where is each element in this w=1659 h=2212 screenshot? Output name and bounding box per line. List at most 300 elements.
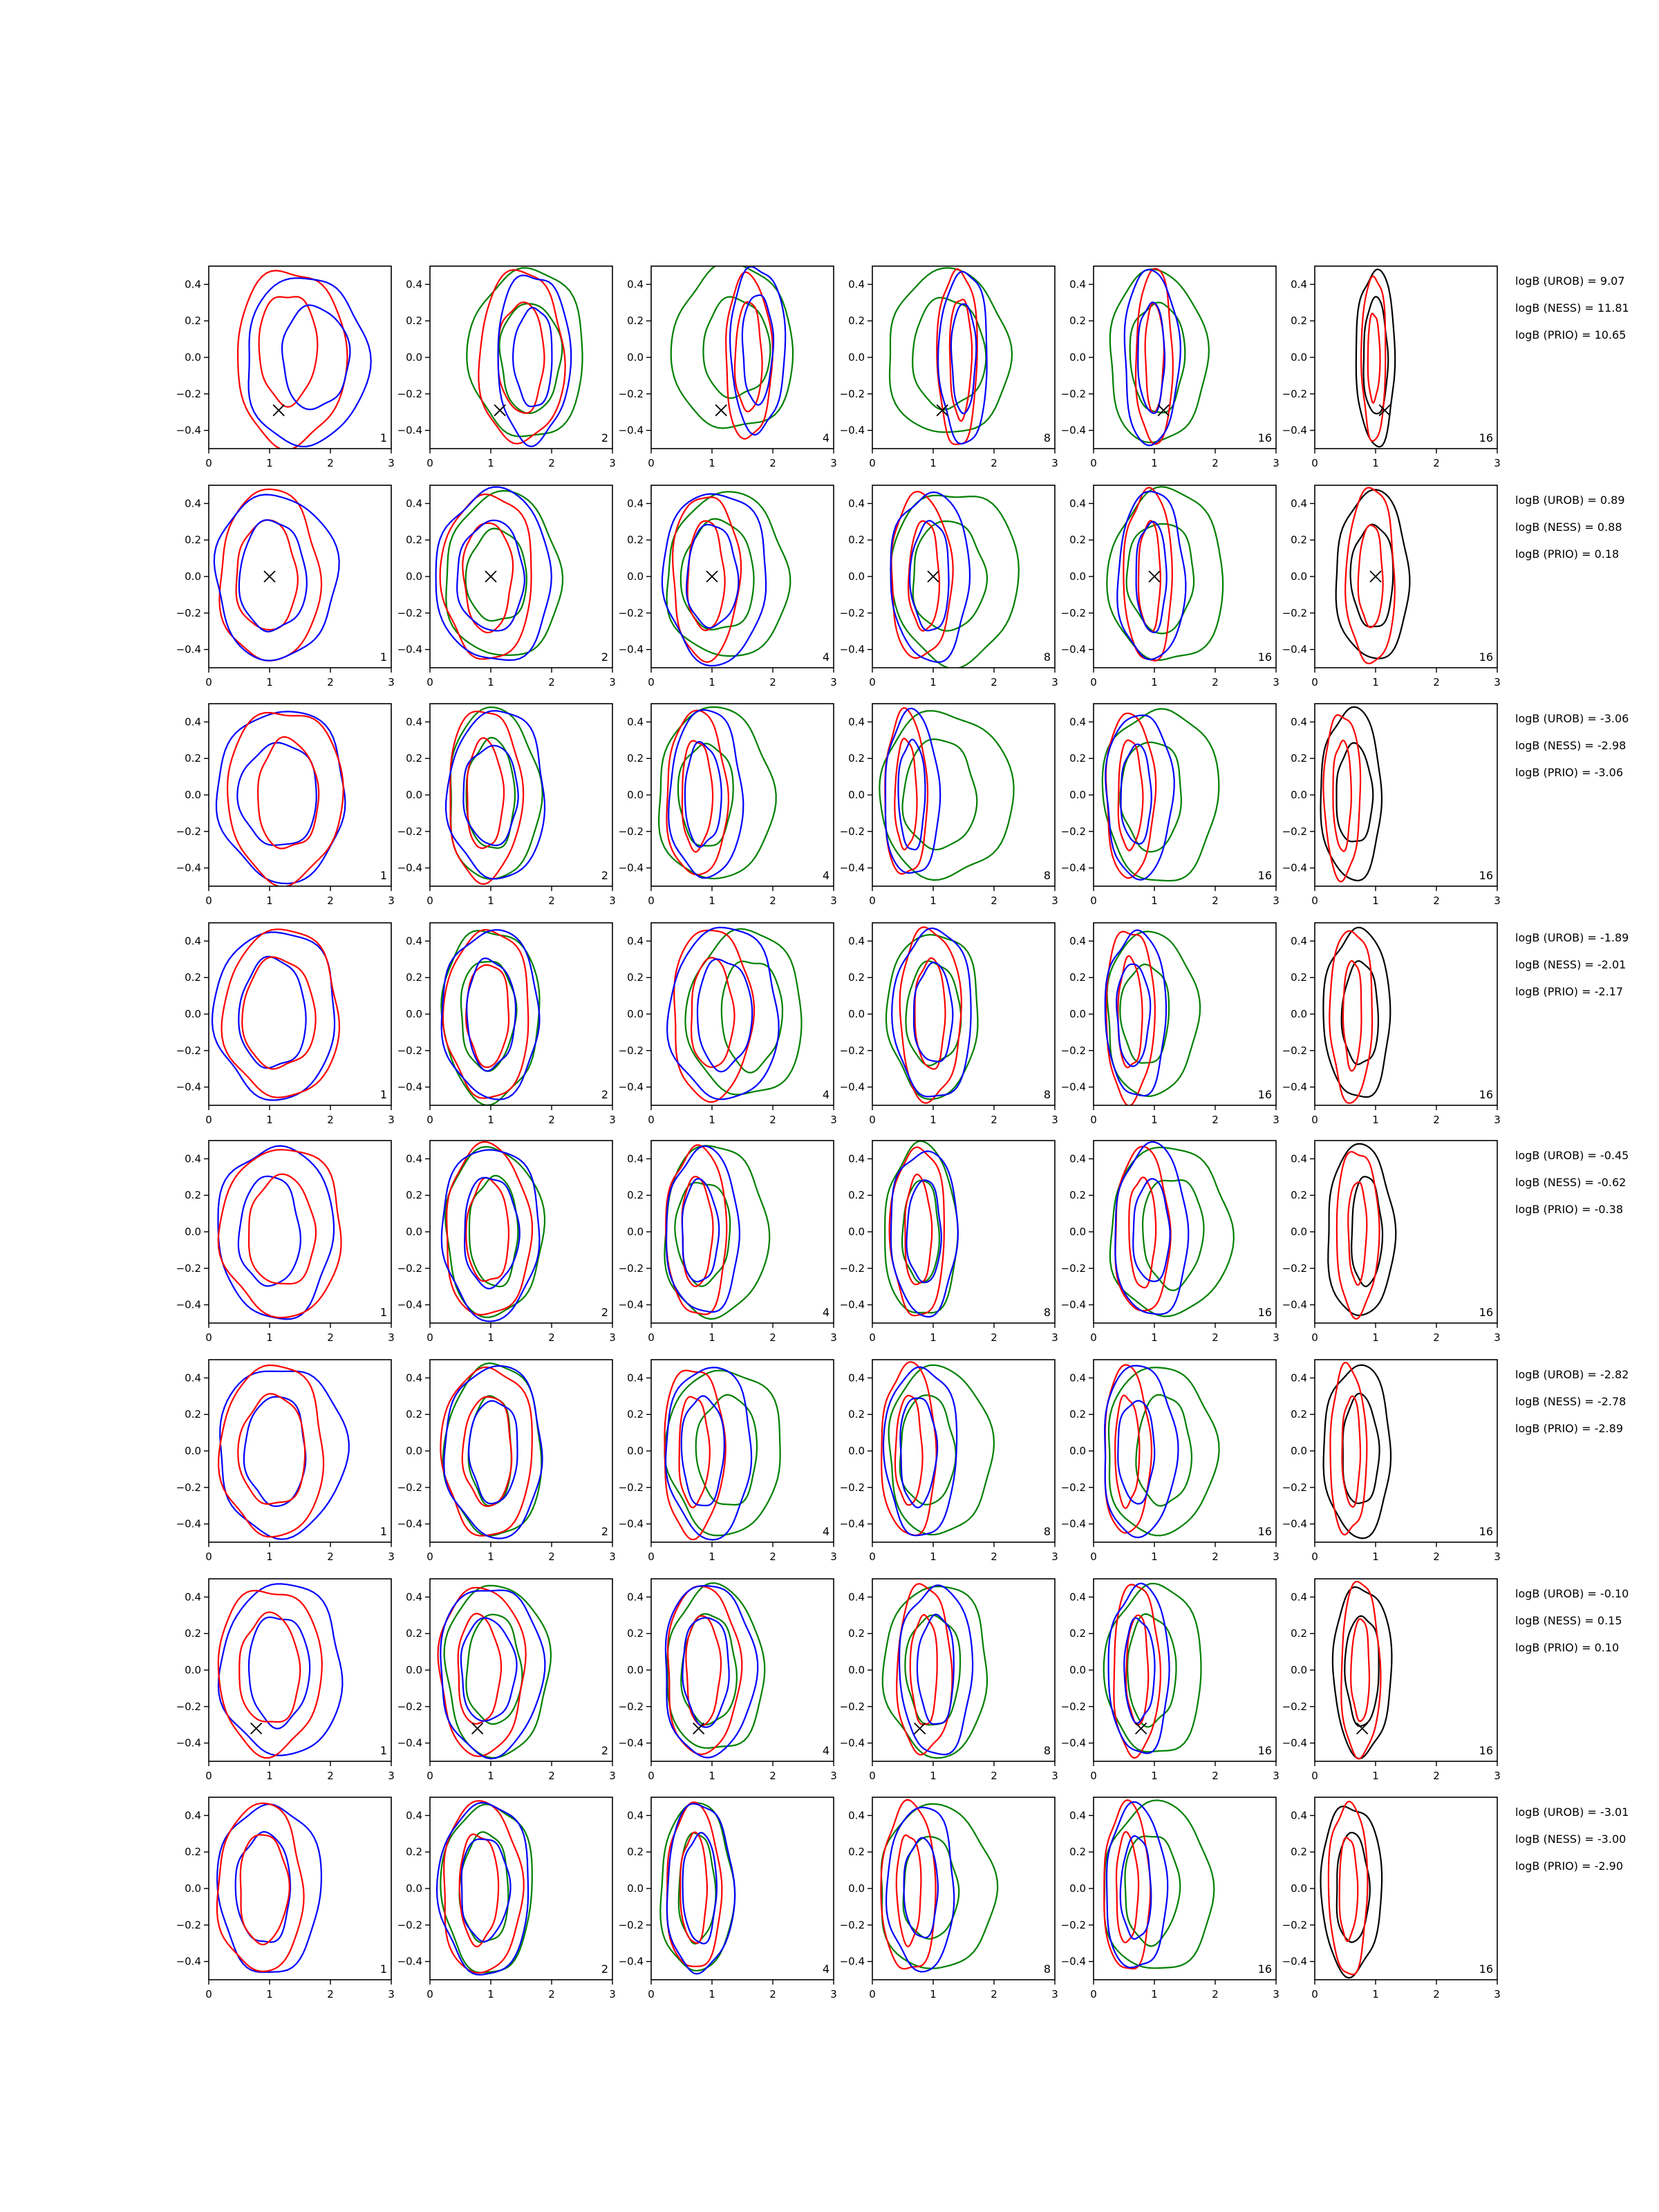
y-tick-label: −0.4 (1060, 861, 1086, 874)
y-tick-label: −0.2 (839, 606, 865, 619)
red-contour (1323, 715, 1360, 881)
x-tick-label: 3 (1051, 894, 1058, 907)
x-tick-label: 2 (769, 1988, 776, 2000)
y-tick-label: 0.0 (406, 1226, 422, 1238)
x-tick-label: 2 (991, 457, 997, 469)
x-tick-label: 1 (930, 457, 937, 469)
y-tick-label: 0.4 (848, 1371, 865, 1385)
y-tick-label: −0.4 (176, 1298, 201, 1311)
y-tick-label: −0.2 (839, 1918, 865, 1931)
y-tick-label: −0.2 (618, 1700, 644, 1713)
x-tick-label: 0 (427, 1770, 433, 1782)
y-tick-label: 0.2 (627, 534, 644, 547)
y-tick-label: 0.2 (1069, 1408, 1086, 1421)
x-tick-label: 1 (266, 457, 273, 469)
y-tick-label: −0.4 (618, 1298, 644, 1311)
red-contour (241, 1835, 290, 1944)
y-tick-label: −0.2 (839, 825, 865, 838)
panel-r3-c1 (176, 704, 395, 907)
y-tick-label: 0.4 (185, 1809, 201, 1822)
x-tick-label: 3 (1494, 1114, 1501, 1126)
x-tick-label: 0 (648, 1331, 655, 1344)
x-tick-label: 0 (427, 457, 433, 469)
red-contour (450, 711, 523, 884)
panel-r4-c4 (840, 923, 1058, 1126)
x-tick-label: 0 (869, 1550, 876, 1563)
y-tick-label: 0.2 (848, 1846, 865, 1859)
y-tick-label: −0.2 (1282, 1918, 1307, 1931)
blue-contour (891, 492, 970, 662)
blue-contour (682, 1396, 724, 1506)
x-tick-label: 0 (205, 1770, 212, 1782)
panel-r1-c1 (176, 266, 395, 469)
blue-contour (220, 1371, 349, 1539)
y-tick-label: 0.2 (1069, 1189, 1086, 1202)
x-tick-label: 3 (1051, 676, 1058, 688)
x-tick-label: 3 (830, 1988, 837, 2000)
x-tick-label: 2 (991, 1770, 997, 1782)
x-tick-label: 2 (548, 894, 555, 907)
y-tick-label: 0.2 (1291, 1408, 1307, 1421)
x-tick-label: 0 (427, 1988, 433, 2000)
panel-label: 16 (1479, 650, 1493, 664)
x-tick-label: 0 (427, 1550, 433, 1563)
x-tick-label: 3 (1051, 1988, 1058, 2000)
true-value-marker (706, 571, 718, 582)
green-contour (467, 268, 582, 437)
x-tick-label: 2 (769, 1331, 776, 1344)
blue-contour (237, 742, 316, 845)
y-tick-label: −0.4 (176, 1955, 201, 1968)
x-tick-label: 1 (930, 676, 937, 688)
x-tick-label: 0 (1090, 1550, 1097, 1563)
y-tick-label: −0.4 (1060, 643, 1086, 656)
y-tick-label: 0.4 (1069, 497, 1086, 510)
y-tick-label: −0.4 (176, 1080, 201, 1094)
red-contour (726, 272, 773, 439)
y-tick-label: 0.4 (406, 1809, 422, 1822)
y-tick-label: 0.0 (1069, 1445, 1086, 1457)
y-tick-label: −0.4 (176, 424, 201, 437)
logb-annotation: logB (UROB) = -0.10 (1515, 1587, 1629, 1600)
y-tick-label: 0.0 (848, 351, 865, 364)
y-tick-label: 0.4 (185, 935, 201, 948)
y-tick-label: −0.4 (1282, 1955, 1307, 1968)
panel-label: 16 (1257, 1525, 1272, 1538)
y-tick-label: −0.4 (1282, 1080, 1307, 1094)
x-tick-label: 2 (769, 1550, 776, 1563)
y-tick-label: −0.2 (176, 1700, 201, 1713)
x-tick-label: 0 (205, 1331, 212, 1344)
panel-r6-c2 (397, 1360, 616, 1563)
panel-r8-c3 (619, 1797, 837, 2000)
panel-label: 4 (822, 1088, 830, 1101)
panel-r8-c2 (397, 1797, 616, 2000)
y-tick-label: −0.2 (176, 387, 201, 400)
x-tick-label: 2 (548, 1550, 555, 1563)
x-tick-label: 3 (609, 676, 616, 688)
y-tick-label: −0.2 (176, 1262, 201, 1275)
axes-frame (430, 266, 612, 449)
blue-contour (1124, 1618, 1154, 1723)
y-tick-label: 0.2 (1291, 971, 1307, 984)
y-tick-label: 0.0 (185, 789, 201, 801)
blue-contour (662, 494, 766, 666)
panel-label: 4 (822, 1306, 830, 1319)
x-tick-label: 1 (266, 1331, 273, 1344)
y-tick-label: 0.2 (1069, 752, 1086, 765)
x-tick-label: 1 (487, 1770, 494, 1782)
panel-label: 2 (601, 650, 608, 664)
panel-r7-c4 (840, 1579, 1058, 1782)
y-tick-label: 0.4 (185, 1591, 201, 1604)
y-tick-label: −0.2 (839, 1481, 865, 1494)
y-tick-label: −0.2 (176, 1918, 201, 1931)
red-contour (1361, 276, 1385, 442)
panel-r6-c4 (840, 1360, 1058, 1563)
x-tick-label: 2 (1433, 1114, 1440, 1126)
x-tick-label: 1 (1151, 457, 1158, 469)
x-tick-label: 0 (205, 894, 212, 907)
x-tick-label: 0 (648, 894, 655, 907)
y-tick-label: 0.0 (185, 570, 201, 583)
y-tick-label: 0.0 (185, 1226, 201, 1238)
y-tick-label: −0.4 (397, 1955, 422, 1968)
x-tick-label: 0 (648, 1988, 655, 2000)
x-tick-label: 1 (266, 1550, 273, 1563)
panel-r8-c1 (176, 1797, 395, 2000)
true-value-marker (251, 1723, 262, 1734)
red-contour (950, 299, 972, 421)
y-tick-label: −0.2 (1282, 606, 1307, 619)
y-tick-label: 0.2 (848, 971, 865, 984)
panel-r4-c5 (1061, 923, 1280, 1126)
x-tick-label: 2 (548, 676, 555, 688)
x-tick-label: 3 (830, 1331, 837, 1344)
y-tick-label: 0.2 (185, 1627, 201, 1640)
true-value-marker (915, 1723, 926, 1734)
panel-r6-c6 (1282, 1360, 1501, 1563)
green-contour (444, 1586, 551, 1758)
panel-label: 2 (601, 869, 608, 882)
y-tick-label: −0.4 (397, 643, 422, 656)
y-tick-label: 0.4 (1291, 278, 1307, 291)
x-tick-label: 1 (1372, 1770, 1379, 1782)
y-tick-label: 0.2 (1069, 1627, 1086, 1640)
x-tick-label: 1 (266, 676, 273, 688)
x-tick-label: 2 (769, 1770, 776, 1782)
y-tick-label: −0.2 (1282, 825, 1307, 838)
true-value-marker (1136, 1723, 1147, 1734)
logb-annotation: logB (NESS) = 0.15 (1515, 1614, 1622, 1627)
y-tick-label: 0.4 (1069, 1152, 1086, 1165)
axes-frame (1315, 266, 1497, 449)
y-tick-label: −0.2 (397, 1481, 422, 1494)
x-tick-label: 3 (388, 676, 395, 688)
panel-r4-c1 (176, 923, 395, 1126)
x-tick-label: 3 (609, 1770, 616, 1782)
y-tick-label: 0.2 (185, 534, 201, 547)
panel-label: 16 (1257, 1744, 1272, 1757)
panel-r6-c5 (1061, 1360, 1280, 1563)
black-contour (1343, 1394, 1380, 1503)
red-contour (440, 1367, 532, 1536)
panel-label: 4 (822, 1744, 830, 1757)
panel-label: 2 (601, 1306, 608, 1319)
x-tick-label: 3 (388, 1331, 395, 1344)
y-tick-label: 0.2 (1291, 1627, 1307, 1640)
x-tick-label: 0 (1311, 894, 1318, 907)
x-tick-label: 3 (388, 1770, 395, 1782)
red-contour (688, 521, 725, 630)
axes-frame (872, 704, 1055, 886)
y-tick-label: −0.2 (397, 387, 422, 400)
x-tick-label: 2 (548, 1770, 555, 1782)
red-contour (460, 1835, 498, 1947)
panel-r8-c6 (1282, 1797, 1501, 2000)
panel-r8-c4 (840, 1797, 1058, 2000)
x-tick-label: 1 (930, 1331, 937, 1344)
red-contour (897, 1835, 921, 1947)
y-tick-label: 0.4 (1291, 1371, 1307, 1385)
panel-label: 2 (601, 1962, 608, 1976)
y-tick-label: −0.2 (397, 1262, 422, 1275)
y-tick-label: 0.4 (627, 497, 644, 510)
y-tick-label: 0.2 (1291, 1189, 1307, 1202)
x-tick-label: 0 (1090, 1988, 1097, 2000)
y-tick-label: −0.2 (176, 1481, 201, 1494)
panel-label: 1 (379, 1962, 387, 1976)
x-tick-label: 3 (830, 676, 837, 688)
x-tick-label: 3 (830, 457, 837, 469)
blue-contour (667, 928, 779, 1100)
x-tick-label: 2 (769, 676, 776, 688)
y-tick-label: −0.2 (1060, 1700, 1086, 1713)
y-tick-label: 0.0 (185, 1664, 201, 1676)
logb-annotation: logB (PRIO) = -2.17 (1515, 985, 1623, 998)
panel-r1-c5 (1061, 266, 1280, 469)
y-tick-label: 0.0 (1069, 1226, 1086, 1238)
x-tick-label: 3 (609, 1114, 616, 1126)
y-tick-label: −0.4 (176, 1736, 201, 1750)
x-tick-label: 2 (991, 1550, 997, 1563)
x-tick-label: 1 (1151, 1331, 1158, 1344)
y-tick-label: −0.4 (1282, 1517, 1307, 1530)
y-tick-label: 0.4 (406, 278, 422, 291)
blue-contour (1105, 715, 1174, 880)
x-tick-label: 0 (869, 1331, 876, 1344)
green-contour (451, 707, 543, 879)
red-contour (466, 1178, 509, 1282)
y-tick-label: 0.0 (1069, 1008, 1086, 1020)
x-tick-label: 2 (327, 457, 334, 469)
red-contour (238, 1394, 305, 1504)
black-contour (1351, 525, 1394, 627)
y-tick-label: −0.4 (839, 1080, 865, 1094)
panel-r6-c1 (176, 1360, 395, 1563)
y-tick-label: 0.2 (1069, 534, 1086, 547)
x-tick-label: 2 (548, 1114, 555, 1126)
y-tick-label: 0.2 (848, 752, 865, 765)
y-tick-label: 0.4 (627, 1591, 644, 1604)
x-tick-label: 1 (930, 894, 937, 907)
x-tick-label: 2 (1212, 1114, 1219, 1126)
y-tick-label: −0.4 (1060, 424, 1086, 437)
black-contour (1344, 1616, 1378, 1726)
x-tick-label: 2 (1212, 457, 1219, 469)
logb-annotation: logB (PRIO) = -3.06 (1515, 766, 1623, 779)
green-contour (1125, 1837, 1181, 1947)
x-tick-label: 3 (609, 894, 616, 907)
y-tick-label: −0.2 (1282, 1044, 1307, 1057)
panel-r5-c4 (840, 1141, 1058, 1344)
x-tick-label: 0 (1311, 1988, 1318, 2000)
x-tick-label: 0 (648, 676, 655, 688)
red-contour (1337, 1152, 1380, 1319)
red-contour (462, 523, 513, 632)
y-tick-label: 0.2 (848, 1627, 865, 1640)
panel-r8-c5 (1061, 1797, 1280, 2000)
x-tick-label: 3 (388, 1114, 395, 1126)
y-tick-label: −0.4 (397, 1298, 422, 1311)
panel-label: 1 (379, 1525, 387, 1538)
x-tick-label: 0 (427, 1114, 433, 1126)
y-tick-label: 0.4 (1069, 935, 1086, 948)
y-tick-label: 0.4 (848, 1152, 865, 1165)
y-tick-label: 0.2 (627, 752, 644, 765)
y-tick-label: 0.0 (1291, 1008, 1307, 1020)
y-tick-label: −0.4 (1060, 1080, 1086, 1094)
y-tick-label: 0.2 (406, 1846, 422, 1859)
red-contour (1345, 487, 1395, 664)
blue-contour (917, 1615, 954, 1725)
x-tick-label: 3 (1494, 1331, 1501, 1344)
x-tick-label: 0 (205, 457, 212, 469)
axes-frame (1315, 1797, 1497, 1980)
y-tick-label: −0.4 (1060, 1736, 1086, 1750)
x-tick-label: 2 (1212, 1550, 1219, 1563)
y-tick-label: 0.0 (1069, 789, 1086, 801)
panel-r4-c3 (619, 923, 837, 1126)
x-tick-label: 3 (609, 1331, 616, 1344)
x-tick-label: 2 (1212, 1331, 1219, 1344)
red-contour (438, 1588, 526, 1756)
y-tick-label: 0.0 (627, 1445, 644, 1457)
panel-label: 16 (1479, 431, 1493, 444)
panel-label: 1 (379, 1088, 387, 1101)
logb-annotation: logB (UROB) = -0.45 (1515, 1149, 1629, 1162)
logb-annotation: logB (PRIO) = 0.18 (1515, 547, 1620, 561)
y-tick-label: 0.4 (185, 497, 201, 510)
y-tick-label: 0.2 (1291, 534, 1307, 547)
y-tick-label: −0.2 (618, 1918, 644, 1931)
x-tick-label: 1 (1372, 1550, 1379, 1563)
y-tick-label: 0.2 (185, 315, 201, 328)
x-tick-label: 1 (1372, 1331, 1379, 1344)
y-tick-label: −0.4 (1282, 1736, 1307, 1750)
x-tick-label: 1 (487, 457, 494, 469)
y-tick-label: 0.0 (1069, 351, 1086, 364)
x-tick-label: 1 (487, 1331, 494, 1344)
y-tick-label: −0.2 (397, 1700, 422, 1713)
logb-annotation: logB (PRIO) = 0.10 (1515, 1641, 1620, 1654)
black-contour (1323, 928, 1390, 1097)
red-contour (236, 520, 298, 630)
panel-r7-c2 (397, 1579, 616, 1782)
y-tick-label: −0.2 (618, 825, 644, 838)
red-contour (1368, 314, 1380, 403)
blue-contour (244, 1397, 306, 1506)
panel-label: 16 (1479, 1525, 1493, 1538)
y-tick-label: 0.4 (185, 1371, 201, 1385)
x-tick-label: 1 (1372, 1114, 1379, 1126)
blue-contour (1138, 302, 1165, 413)
logb-annotation: logB (PRIO) = 10.65 (1515, 328, 1627, 341)
x-tick-label: 2 (769, 894, 776, 907)
y-tick-label: 0.4 (848, 935, 865, 948)
red-contour (1342, 1396, 1361, 1507)
x-tick-label: 3 (1273, 676, 1280, 688)
panel-label: 8 (1043, 431, 1051, 444)
y-tick-label: 0.4 (1069, 1371, 1086, 1385)
logb-annotation: logB (PRIO) = -2.90 (1515, 1859, 1623, 1873)
panel-r7-c3 (619, 1579, 837, 1782)
y-tick-label: 0.4 (406, 935, 422, 948)
x-tick-label: 2 (1433, 1770, 1440, 1782)
x-tick-label: 3 (388, 1550, 395, 1563)
panel-r2-c4 (840, 485, 1058, 688)
y-tick-label: 0.0 (1291, 1445, 1307, 1457)
y-tick-label: 0.2 (406, 752, 422, 765)
y-tick-label: −0.4 (397, 1517, 422, 1530)
red-contour (1343, 961, 1362, 1071)
y-tick-label: 0.2 (185, 971, 201, 984)
panel-label: 16 (1479, 1306, 1493, 1319)
x-tick-label: 0 (1311, 1550, 1318, 1563)
x-tick-label: 2 (991, 1114, 997, 1126)
y-tick-label: 0.0 (1291, 1664, 1307, 1676)
panel-label: 8 (1043, 1744, 1051, 1757)
x-tick-label: 1 (487, 676, 494, 688)
x-tick-label: 3 (1494, 1770, 1501, 1782)
blue-contour (513, 308, 552, 406)
y-tick-label: −0.4 (618, 1080, 644, 1094)
y-tick-label: 0.4 (406, 1591, 422, 1604)
x-tick-label: 3 (1273, 1988, 1280, 2000)
red-contour (227, 713, 344, 887)
red-contour (218, 1365, 324, 1537)
logb-annotation: logB (NESS) = -0.62 (1515, 1176, 1627, 1189)
y-tick-label: 0.0 (627, 1882, 644, 1895)
x-tick-label: 0 (1311, 1331, 1318, 1344)
x-tick-label: 1 (709, 1550, 715, 1563)
true-value-marker (273, 405, 284, 416)
blue-contour (668, 710, 743, 878)
panel-r5-c5 (1061, 1141, 1280, 1344)
x-tick-label: 2 (548, 1331, 555, 1344)
blue-contour (666, 1586, 758, 1758)
x-tick-label: 1 (709, 1988, 715, 2000)
x-tick-label: 3 (609, 457, 616, 469)
x-tick-label: 1 (1151, 894, 1158, 907)
panel-r3-c5 (1061, 704, 1280, 907)
x-tick-label: 0 (427, 1331, 433, 1344)
x-tick-label: 2 (769, 1114, 776, 1126)
x-tick-label: 3 (388, 894, 395, 907)
x-tick-label: 1 (1151, 1550, 1158, 1563)
y-tick-label: 0.0 (627, 1664, 644, 1676)
logb-annotation: logB (NESS) = -2.01 (1515, 958, 1627, 971)
